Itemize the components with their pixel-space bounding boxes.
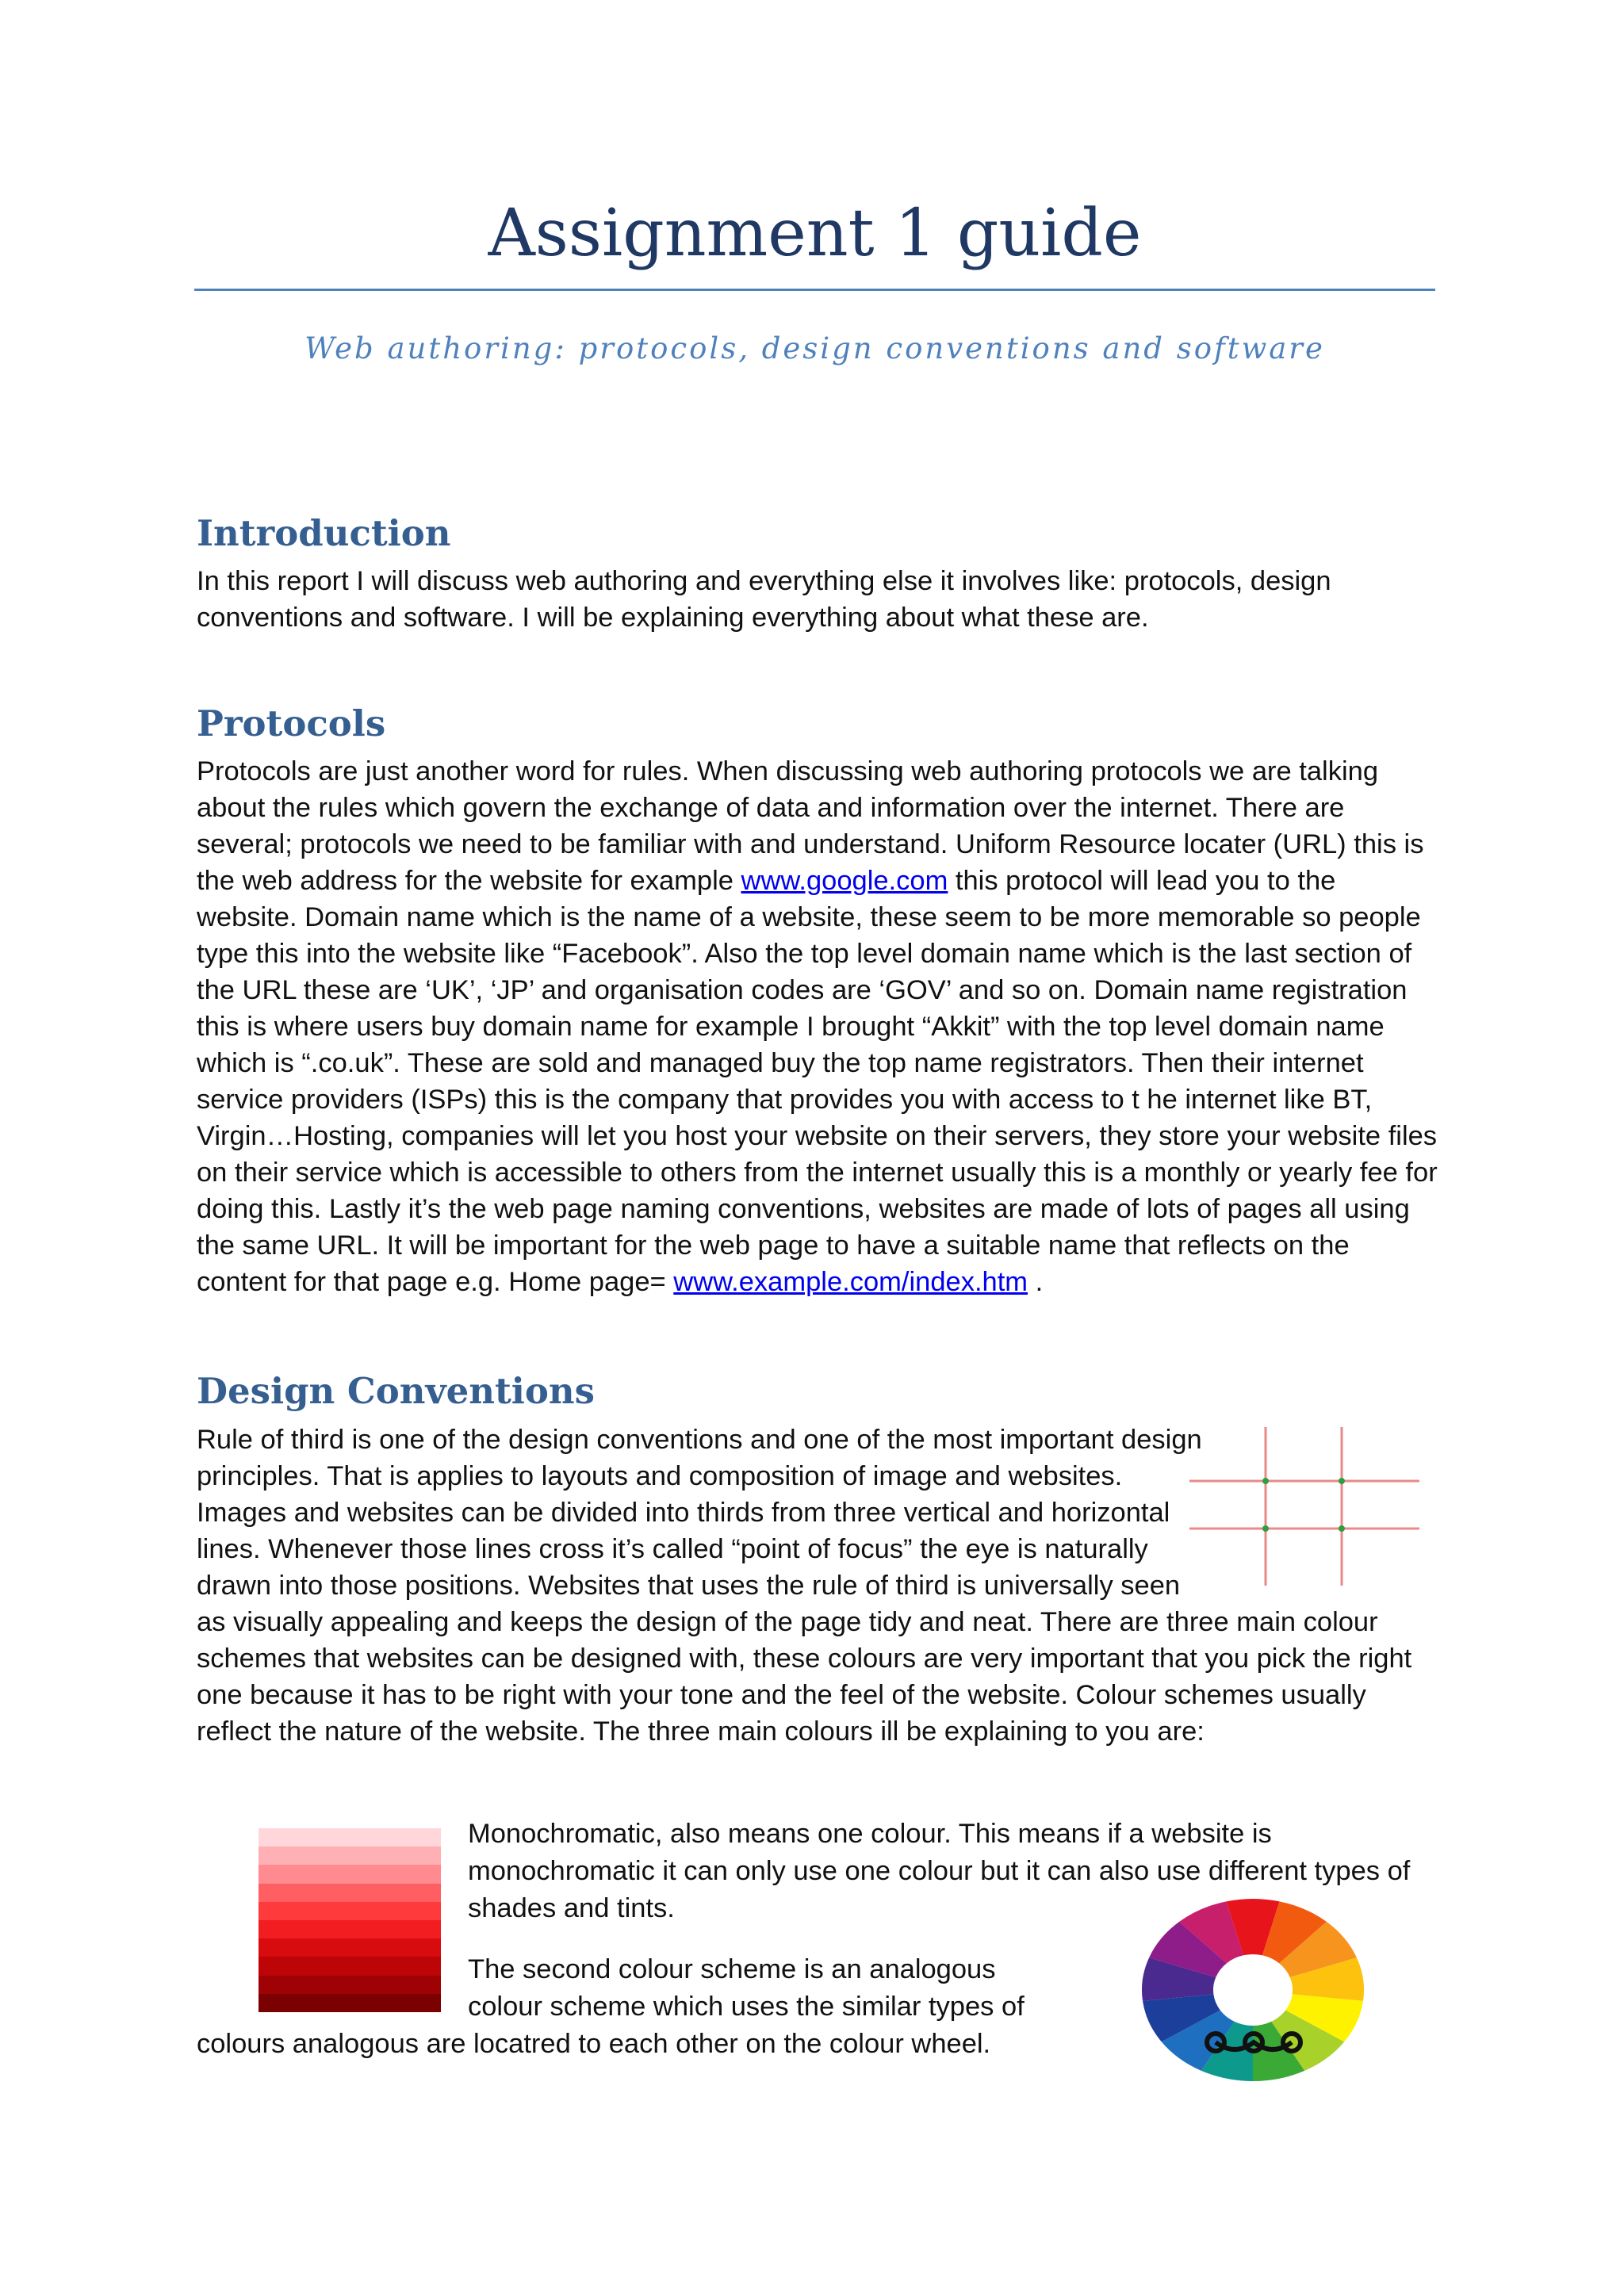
design-text: Rule of third is one of the design conventions and one of the most important design principles. That is applies to layouts and composition of image and websites. Images and websites can be divided into thirds from three vertical and horizontal lines. Whenever those lines cross it’s called “point of focus” the eye is naturally drawn into those positions. Websites that uses the rule of third is universally seen as visually appealing and keeps the design of the page tidy and neat. There are three main colour schemes that websites can be designed with, these colours are very important that you pick the right one because it has to be right with your tone and the feel of the website. Colour schemes usually reflect the nature of the website. The three main colours ill be explaining to you are: (197, 1425, 1412, 1747)
shade-stripe (259, 1902, 441, 1920)
colour-wheel-icon (1138, 1895, 1368, 2085)
google-link[interactable]: www.google.com (741, 866, 948, 896)
shade-stripe (259, 1846, 441, 1865)
focus-point (1262, 1478, 1269, 1484)
example-index-link[interactable]: www.example.com/index.htm (673, 1267, 1028, 1297)
protocols-heading: Protocols (197, 702, 386, 744)
shade-stripe (259, 1884, 441, 1902)
rule-of-thirds-icon (1189, 1427, 1419, 1586)
shade-stripe (259, 1828, 441, 1846)
protocols-text-3: . (1028, 1267, 1044, 1297)
title-underline (194, 289, 1435, 291)
focus-point (1339, 1525, 1345, 1532)
design-conventions-heading: Design Conventions (197, 1370, 595, 1412)
analogous-text: The second colour scheme is an analogous colour scheme which uses the similar types of colours analogous are locatred to each other on the colour wheel. (197, 1954, 1025, 2059)
focus-point (1262, 1525, 1269, 1532)
protocols-text-1: Protocols are just another word for rules. When discussing web authoring protocols we are talking about the rules which govern the exchange of data and information over the internet. There are several; protocols we need to be familiar with and understand. Uniform Resource locater (URL) this is the web address for the website for example (197, 756, 1424, 896)
document-title: Assignment 1 guide (488, 196, 1142, 271)
protocols-text-2: this protocol will lead you to the website. Domain name which is the name of a website, these seem to be more memorable so people type this into the website like “Facebook”. Also the top level domain name which is the last section of the URL these are ‘UK’, ‘JP’ and organisation codes are ‘GOV’ and so on. Domain name registration this is where users buy domain name for example I brought “Akkit” with the top level domain name which is “.co.uk”. These are sold and managed buy the top name registrators. Then their internet service providers (ISPs) this is the company that provides you with access to t he internet like BT, Virgin…Hosting, companies will let you host your website on their servers, they store your website files on their service which is accessible to others from the internet usually this is a monthly or yearly fee for doing this. Lastly it’s the web page naming conventions, websites are made of lots of pages all using the same URL. It will be important for the web page to have a suitable name that reflects on the content for that page e.g. Home page= (197, 866, 1438, 1297)
document-subtitle: Web authoring: protocols, design conventions and software (304, 331, 1325, 365)
protocols-paragraph (197, 753, 1442, 1300)
focus-point (1339, 1478, 1345, 1484)
monochromatic-paragraph: Monochromatic, also means one colour. This means if a website is monochromatic it can only use one colour but it can also use different types of shades and tints. (468, 1819, 1411, 1923)
shade-stripe (259, 1920, 441, 1938)
introduction-heading: Introduction (197, 512, 451, 554)
shade-stripe (259, 1865, 441, 1883)
introduction-paragraph: In this report I will discuss web authoring and everything else it involves like: protocols, design conventions and software. I will be explaining everything about what these are. (197, 566, 1331, 633)
